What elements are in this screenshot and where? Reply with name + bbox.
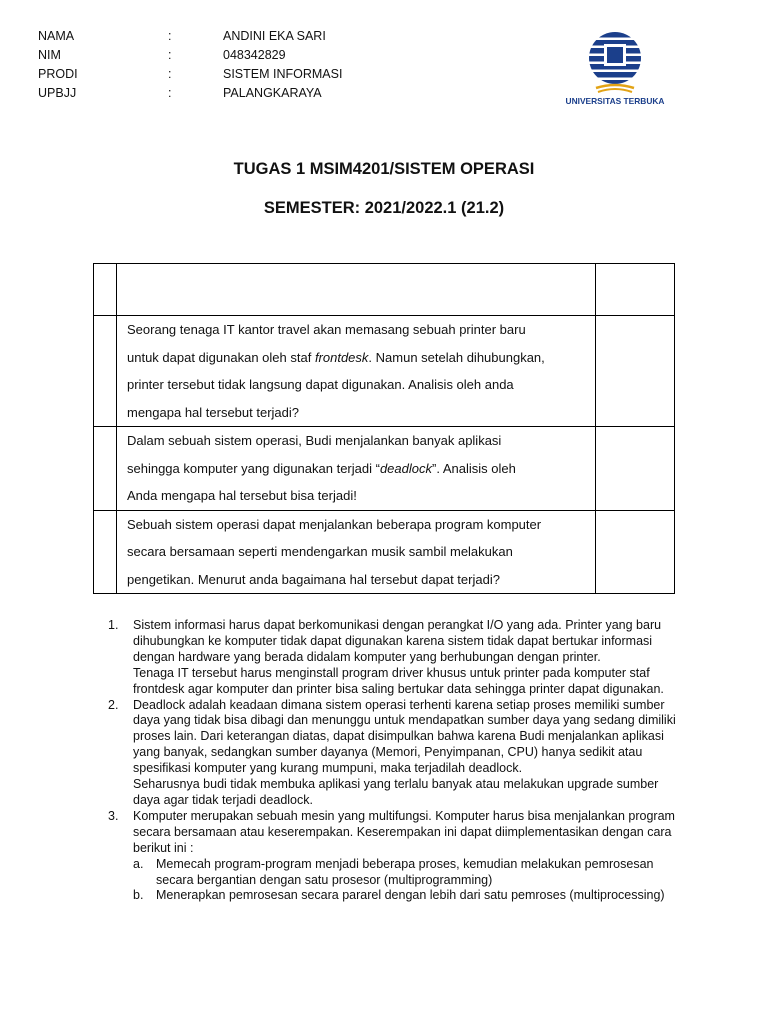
table-cell (596, 316, 675, 427)
answer-sublist (133, 857, 688, 905)
answer-subtext: Memecah program-program menjadi beberapa proses, kemudian melakukan pemrosesan secara bergantian dengan satu prosesor (multiprogramming) (156, 856, 654, 887)
answer-number: 3. (108, 808, 119, 823)
question-line: secara bersamaan seperti mendengarkan musik sambil melakukan (127, 544, 513, 559)
answer-item-3 (108, 809, 688, 904)
info-value: SISTEM INFORMASI (223, 67, 343, 81)
question-fragment: ”. Analisis oleh (432, 460, 516, 476)
answer-paragraph: Seharusnya budi tidak membuka aplikasi yang terlalu banyak atau melakukan upgrade sumber daya agar tidak terjadi deadlock. (133, 777, 659, 807)
table-cell (596, 510, 675, 594)
question-fragment: . Namun setelah dihubungkan, (368, 349, 545, 365)
answer-paragraph: Deadlock adalah keadaan dimana sistem operasi terhenti karena setiap proses memiliki sumber daya yang tidak bisa dibagi dan menunggu untuk mendapatkan sumber daya yang sedang dimiliki proses lain. Dari keterangan diatas, dapat disimpulkan bahwa karena Budi menjalankan aplikasi yang banyak, sedangkan sumber dayanya (Memori, Penyimpanan, CPU) hanya sedikit atau spesifikasi komputer yang kurang mumpuni, maka terjadilah deadlock. (133, 697, 676, 776)
answer-paragraph: Komputer merupakan sebuah mesin yang multifungsi. Komputer harus bisa menjalankan program secara bersamaan atau keserempakan. Keserempakan ini dapat diimplementasikan dengan cara berikut ini : (133, 808, 675, 855)
info-label: UPBJJ (38, 86, 77, 100)
info-colon: : (168, 67, 172, 81)
document-subtitle: SEMESTER: 2021/2022.1 (21.2) (263, 199, 505, 217)
question-3-text (117, 510, 596, 594)
table-cell (94, 510, 117, 594)
question-line: Sebuah sistem operasi dapat menjalankan beberapa program komputer (127, 516, 542, 532)
question-line (127, 455, 579, 483)
answer-item-1 (108, 618, 688, 698)
table-row (94, 427, 675, 511)
answer-paragraph: Sistem informasi harus dapat berkomunikasi dengan perangkat I/O yang ada. Printer yang baru dihubungkan ke komputer tidak dapat digunakan karena sistem tidak dapat bertukar informasi dengan hardware yang berada didalam komputer yang berhubungan dengan printer. (133, 618, 662, 664)
info-colon: : (168, 48, 172, 62)
table-row (94, 510, 675, 594)
info-value: PALANGKARAYA (223, 86, 322, 100)
table-cell (94, 427, 117, 511)
table-cell (94, 264, 117, 316)
answer-item-2 (108, 698, 688, 809)
answer-subitem-b (133, 888, 688, 904)
table-cell (596, 427, 675, 511)
question-line: Dalam sebuah sistem operasi, Budi menjalankan banyak aplikasi (127, 433, 502, 448)
info-row-nim (38, 46, 342, 65)
question-line: pengetikan. Menurut anda bagaimana hal tersebut dapat terjadi? (127, 571, 500, 587)
info-value: 048342829 (223, 48, 286, 62)
answer-number: 2. (108, 697, 119, 712)
answer-list (108, 618, 688, 904)
answer-subnumber: b. (133, 888, 144, 903)
info-label: NIM (38, 48, 61, 62)
question-1-text (117, 316, 596, 427)
info-colon: : (168, 29, 172, 43)
info-label: NAMA (38, 29, 75, 43)
university-logo-text: UNIVERSITAS TERBUKA (565, 96, 665, 106)
info-row-prodi (38, 65, 342, 84)
info-colon: : (168, 86, 172, 100)
info-value: ANDINI EKA SARI (223, 29, 326, 43)
student-info (38, 27, 342, 103)
document-title: TUGAS 1 MSIM4201/SISTEM OPERASI (233, 160, 535, 178)
answer-subnumber: a. (133, 856, 144, 871)
answer-subitem-a (133, 857, 688, 889)
table-row (94, 316, 675, 427)
question-emphasis: frontdesk (314, 349, 369, 365)
table-cell (596, 264, 675, 316)
university-logo (560, 30, 670, 110)
question-fragment: sehingga komputer yang digunakan terjadi “ (127, 460, 380, 476)
answer-paragraph: Tenaga IT tersebut harus menginstall program driver khusus untuk printer pada komputer staf frontdesk agar komputer dan printer bisa saling bertukar data sehingga printer dapat digunakan. (133, 665, 664, 696)
info-label: PRODI (38, 67, 78, 81)
info-row-nama (38, 27, 342, 46)
answer-subtext: Menerapkan pemrosesan secara pararel dengan lebih dari satu pemroses (multiprocessing) (156, 888, 665, 903)
question-2-text (117, 427, 596, 511)
question-line: Seorang tenaga IT kantor travel akan memasang sebuah printer baru (127, 322, 526, 337)
question-line: mengapa hal tersebut terjadi? (127, 404, 300, 420)
question-line: printer tersebut tidak langsung dapat digunakan. Analisis oleh anda (127, 377, 514, 392)
question-line: Anda mengapa hal tersebut bisa terjadi! (127, 488, 357, 503)
question-table (93, 263, 675, 594)
university-emblem-icon (560, 30, 670, 96)
question-line (127, 344, 579, 372)
table-cell (94, 316, 117, 427)
question-emphasis: deadlock (379, 460, 432, 476)
table-header-row (94, 264, 675, 316)
question-fragment: untuk dapat digunakan oleh staf (127, 349, 315, 365)
table-cell (117, 264, 596, 316)
info-row-upbjj (38, 84, 342, 103)
answer-number: 1. (108, 618, 119, 632)
